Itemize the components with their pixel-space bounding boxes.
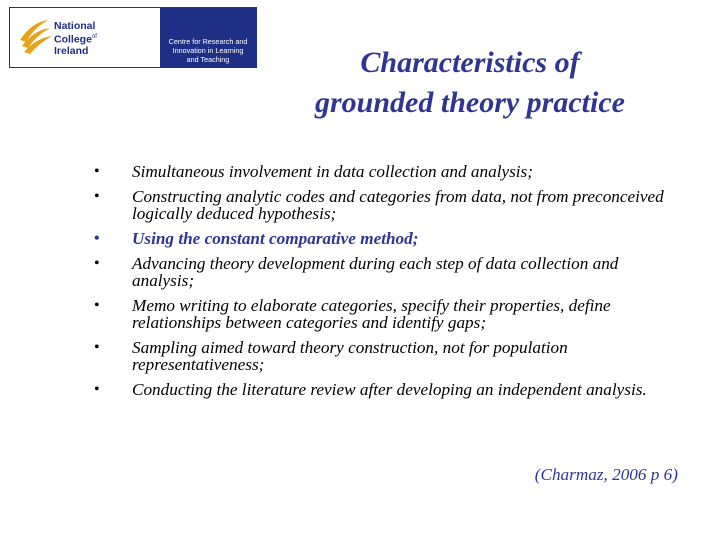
bullet-item [94, 230, 684, 247]
bullet-text: Simultaneous involvement in data collection and analysis; [132, 162, 533, 181]
bullet-dot-icon: • [94, 188, 100, 205]
bullet-text: Memo writing to elaborate categories, specify their properties, define relationships between categories and identify gaps; [132, 296, 611, 332]
college-emblem-icon [18, 18, 58, 58]
logo-of-word: of [91, 34, 97, 40]
bullet-dot-icon: • [94, 163, 100, 180]
logo-tagline [160, 37, 256, 64]
logo-line-national: National [54, 20, 96, 32]
bullet-dot-icon: • [94, 230, 100, 247]
bullet-dot-icon: • [94, 339, 100, 356]
bullet-dot-icon: • [94, 255, 100, 272]
logo-wordmark [54, 21, 97, 57]
bullet-text: Using the constant comparative method; [132, 229, 419, 248]
bullet-text: Constructing analytic codes and categories from data, not from preconceived logically deduced hypothesis; [132, 187, 664, 223]
bullet-item [94, 381, 684, 398]
bullet-item [94, 339, 684, 373]
institution-logo [9, 7, 257, 68]
bullet-item [94, 163, 684, 180]
logo-line-college [54, 32, 97, 46]
logo-tagline-panel [160, 8, 256, 67]
slide-title-line-2: grounded theory practice [315, 86, 625, 119]
bullet-text: Advancing theory development during each step of data collection and analysis; [132, 254, 619, 290]
tagline-line: Centre for Research and [168, 37, 248, 46]
tagline-line: and Teaching [186, 55, 230, 64]
bullet-item [94, 297, 684, 331]
bullet-dot-icon: • [94, 381, 100, 398]
bullet-list [94, 163, 684, 406]
logo-left-panel [10, 8, 160, 67]
slide-title-line-1: Characteristics of [360, 46, 580, 79]
bullet-item [94, 188, 684, 222]
logo-line-ireland: Ireland [54, 44, 89, 57]
citation: (Charmaz, 2006 p 6) [534, 465, 678, 484]
tagline-line: Innovation in Learning [172, 46, 244, 55]
logo-college-word: College [54, 33, 92, 46]
bullet-text: Conducting the literature review after developing an independent analysis. [132, 380, 647, 399]
bullet-item [94, 255, 684, 289]
bullet-dot-icon: • [94, 297, 100, 314]
slide-title [270, 43, 670, 123]
bullet-text: Sampling aimed toward theory construction, not for population representativeness; [132, 338, 568, 374]
